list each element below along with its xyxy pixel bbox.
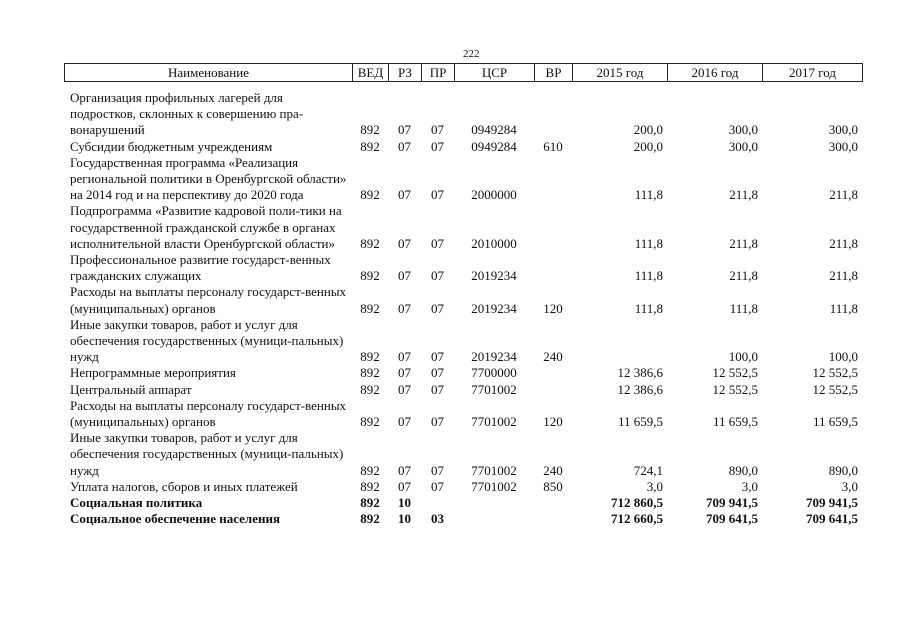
cell-ved: 892 [360, 268, 380, 284]
cell-rz: 07 [398, 365, 411, 381]
table-row [64, 203, 862, 252]
cell-y2015: 12 386,6 [617, 365, 663, 381]
header-2017: 2017 год [763, 64, 863, 82]
cell-vr: 120 [543, 414, 563, 430]
cell-csr: 7701002 [471, 381, 517, 397]
cell-y2017: 709 641,5 [806, 511, 858, 527]
cell-name: Уплата налогов, сборов и иных платежей [70, 478, 298, 494]
cell-y2017: 709 941,5 [806, 495, 858, 511]
cell-vr: 120 [543, 300, 563, 316]
cell-name: Организация профильных лагерей для подростков, склонных к совершению пра-вонарушений [70, 90, 304, 138]
cell-y2015: 712 660,5 [611, 511, 663, 527]
cell-pr: 03 [431, 511, 444, 527]
cell-ved: 892 [360, 122, 380, 138]
cell-y2017: 300,0 [828, 122, 858, 138]
cell-y2016: 12 552,5 [712, 381, 758, 397]
cell-pr: 07 [431, 235, 444, 251]
cell-y2017: 12 552,5 [812, 365, 858, 381]
cell-y2015: 111,8 [634, 268, 663, 284]
table-row [64, 139, 862, 155]
cell-y2017: 300,0 [828, 138, 858, 154]
cell-name: Расходы на выплаты персоналу государст-венных (муниципальных) органов [70, 397, 347, 430]
table-row [64, 495, 862, 511]
cell-csr: 2000000 [471, 187, 517, 203]
cell-ved: 892 [360, 511, 380, 527]
cell-pr: 07 [431, 381, 444, 397]
cell-name: Иные закупки товаров, работ и услуг для обеспечения государственных (муници-пальных) нужд [70, 316, 344, 365]
cell-csr: 2010000 [471, 235, 517, 251]
cell-y2016: 211,8 [729, 235, 758, 251]
cell-rz: 07 [398, 138, 411, 154]
cell-y2015: 200,0 [633, 138, 663, 154]
cell-name: Иные закупки товаров, работ и услуг для обеспечения государственных (муници-пальных) нужд [70, 430, 344, 478]
table-row [64, 90, 862, 139]
cell-rz: 07 [398, 478, 411, 494]
cell-pr: 07 [431, 414, 444, 430]
header-ved: ВЕД [353, 64, 389, 82]
header-rz: РЗ [389, 64, 422, 82]
cell-y2015: 111,8 [634, 187, 663, 203]
cell-y2015: 111,8 [634, 235, 663, 251]
cell-ved: 892 [360, 381, 380, 397]
cell-vr: 240 [543, 462, 563, 478]
header-2016: 2016 год [668, 64, 763, 82]
cell-y2016: 111,8 [729, 300, 758, 316]
cell-ved: 892 [360, 138, 380, 154]
cell-y2017: 12 552,5 [812, 381, 858, 397]
table-row [64, 155, 862, 204]
cell-name: Государственная программа «Реализация региональной политики в Оренбургской области» на 2014 год и на перспективу до 2020 года [70, 154, 347, 203]
cell-ved: 892 [360, 365, 380, 381]
cell-y2016: 211,8 [729, 268, 758, 284]
cell-name: Социальная политика [70, 495, 203, 511]
cell-pr: 07 [431, 138, 444, 154]
cell-y2015: 3,0 [646, 478, 663, 494]
cell-y2016: 300,0 [728, 138, 758, 154]
cell-pr: 07 [431, 478, 444, 494]
cell-csr: 2019234 [471, 268, 517, 284]
cell-vr: 610 [543, 138, 563, 154]
cell-y2016: 709 641,5 [706, 511, 758, 527]
cell-ved: 892 [360, 235, 380, 251]
header-2015: 2015 год [573, 64, 668, 82]
cell-csr: 7700000 [471, 365, 517, 381]
table-row [64, 398, 862, 430]
cell-name: Непрограммные мероприятия [70, 365, 236, 381]
cell-ved: 892 [360, 462, 380, 478]
cell-rz: 07 [398, 235, 411, 251]
cell-rz: 10 [398, 511, 411, 527]
cell-rz: 07 [398, 414, 411, 430]
cell-csr: 7701002 [471, 414, 517, 430]
cell-y2015: 200,0 [633, 122, 663, 138]
cell-rz: 07 [398, 462, 411, 478]
cell-y2017: 890,0 [828, 462, 858, 478]
cell-y2015: 12 386,6 [617, 381, 663, 397]
cell-pr: 07 [431, 462, 444, 478]
cell-y2016: 211,8 [729, 187, 758, 203]
page-number: 222 [463, 48, 480, 60]
cell-name: Субсидии бюджетным учреждениям [70, 138, 273, 154]
cell-y2016: 11 659,5 [712, 414, 758, 430]
cell-y2015: 712 860,5 [611, 495, 663, 511]
table-body [64, 90, 862, 527]
cell-ved: 892 [360, 414, 380, 430]
cell-ved: 892 [360, 187, 380, 203]
cell-y2016: 300,0 [728, 122, 758, 138]
table-row [64, 284, 862, 316]
cell-rz: 07 [398, 300, 411, 316]
cell-name: Профессиональное развитие государст-венных гражданских служащих [70, 252, 331, 284]
cell-pr: 07 [431, 365, 444, 381]
cell-name: Социальное обеспечение населения [70, 511, 280, 527]
cell-y2016: 709 941,5 [706, 495, 758, 511]
cell-vr: 850 [543, 478, 563, 494]
cell-csr: 0949284 [471, 138, 517, 154]
header-name: Наименование [65, 64, 353, 82]
cell-rz: 07 [398, 187, 411, 203]
cell-rz: 07 [398, 122, 411, 138]
cell-rz: 07 [398, 381, 411, 397]
cell-csr: 7701002 [471, 478, 517, 494]
table-row [64, 511, 862, 527]
cell-pr: 07 [431, 268, 444, 284]
cell-name: Расходы на выплаты персоналу государст-венных (муниципальных) органов [70, 284, 347, 316]
cell-rz: 07 [398, 268, 411, 284]
table-row [64, 479, 862, 495]
cell-ved: 892 [360, 478, 380, 494]
cell-y2016: 12 552,5 [712, 365, 758, 381]
cell-pr: 07 [431, 300, 444, 316]
cell-csr: 7701002 [471, 462, 517, 478]
header-pr: ПР [422, 64, 455, 82]
table-row [64, 382, 862, 398]
table-row [64, 365, 862, 381]
cell-y2015: 11 659,5 [617, 414, 663, 430]
cell-pr: 07 [431, 187, 444, 203]
cell-y2017: 211,8 [829, 235, 858, 251]
cell-y2017: 211,8 [829, 187, 858, 203]
table-header [64, 63, 863, 82]
cell-csr: 0949284 [471, 122, 517, 138]
cell-y2016: 3,0 [741, 478, 758, 494]
cell-rz: 10 [398, 495, 411, 511]
cell-y2017: 111,8 [829, 300, 858, 316]
cell-name: Подпрограмма «Развитие кадровой поли-тики на государственной гражданской службе в органах исполнительной власти Оренбургской области» [70, 203, 342, 251]
cell-ved: 892 [360, 300, 380, 316]
cell-vr: 240 [543, 349, 563, 365]
header-vr: ВР [535, 64, 573, 82]
table-row [64, 430, 862, 479]
table-row [64, 317, 862, 366]
cell-name: Центральный аппарат [70, 381, 192, 397]
cell-csr: 2019234 [471, 300, 517, 316]
cell-y2015: 724,1 [633, 462, 663, 478]
cell-ved: 892 [360, 495, 380, 511]
cell-y2017: 3,0 [841, 478, 858, 494]
cell-y2017: 211,8 [829, 268, 858, 284]
cell-y2016: 100,0 [728, 349, 758, 365]
table-row [64, 252, 862, 284]
cell-ved: 892 [360, 349, 380, 365]
cell-pr: 07 [431, 349, 444, 365]
cell-y2015: 111,8 [634, 300, 663, 316]
cell-pr: 07 [431, 122, 444, 138]
cell-y2017: 100,0 [828, 349, 858, 365]
cell-rz: 07 [398, 349, 411, 365]
cell-csr: 2019234 [471, 349, 517, 365]
header-csr: ЦСР [455, 64, 535, 82]
cell-y2017: 11 659,5 [812, 414, 858, 430]
cell-y2016: 890,0 [728, 462, 758, 478]
